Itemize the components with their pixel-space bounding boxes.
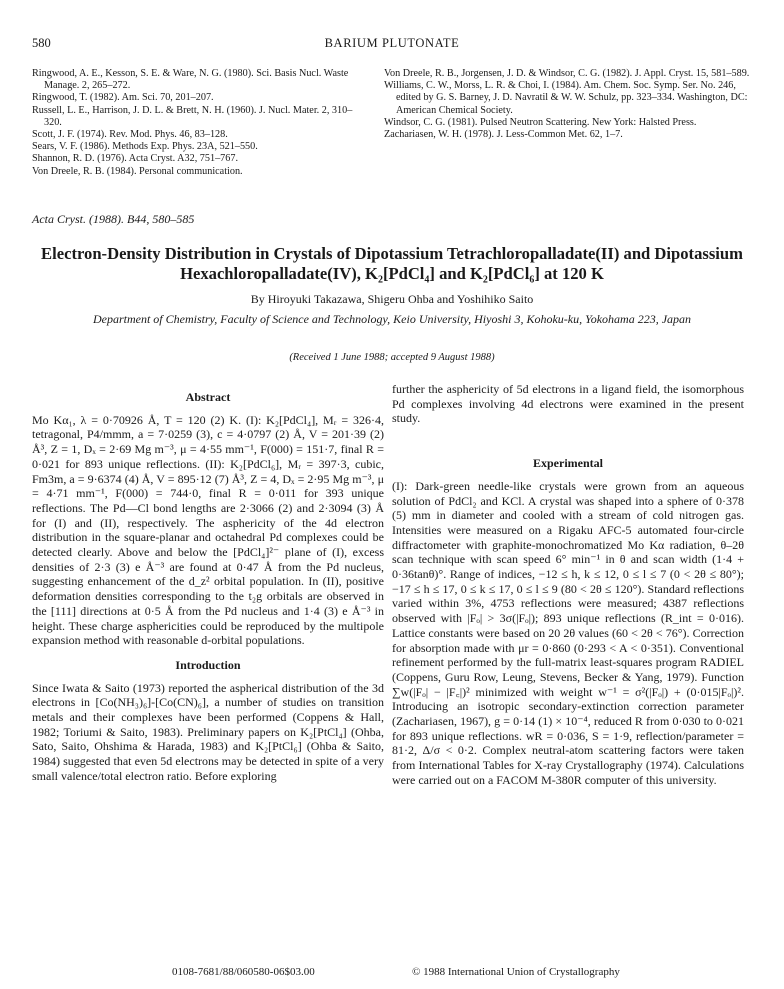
page-header [32,36,752,54]
issn-code: 0108-7681/88/060580-06$03.00 [172,966,315,978]
received-dates: (Received 1 June 1988; accepted 9 August 1988) [289,352,495,363]
reference-item: Von Dreele, R. B. (1984). Personal communication. [32,165,243,177]
experimental-heading: Experimental [533,456,603,471]
reference-item: Windsor, C. G. (1981). Pulsed Neutron Scattering. New York: Halsted Press. [384,116,697,128]
page-number: 580 [32,36,51,50]
paper-title: Electron-Density Distribution in Crystals of Dipotassium Tetrachloropalladate(II) and Dipotassium Hexachloropalladate(IV), K₂[PdCl₄] and K₂[PdCl₆] at 120 K [41,244,743,283]
copyright-notice: © 1988 International Union of Crystallography [412,966,620,978]
reference-item: Williams, C. W., Morss, L. R. & Choi, I. (1984). Am. Chem. Soc. Symp. Ser. No. 246, edited by G. S. Barney, J. D. Navratil & W. W. Schulz, pp. 323–334. Washington, DC: American Chemical Society. [384,80,748,116]
introduction-text: Since Iwata & Saito (1973) reported the aspherical distribution of the 3d electrons in [Co(NH₃)₆]-[Co(CN)₆], a number of studies on transition metals and their complexes have been performed (Coppens & Hall, 1982; Toriumi & Saito, 1983). Preliminary papers on K₂[PtCl₄] (Ohba, Sato, Saito, Ohshima & Harada, 1983) and K₂[PtCl₆] (Ohba & Saito, 1984) suggested that even 5d electrons may be detected in spite of a very small valence/total electron ratio. Before exploring [32,680,384,783]
introduction-heading: Introduction [175,657,241,672]
reference-item: Sears, V. F. (1986). Methods Exp. Phys. 23A, 521–550. [32,141,258,153]
introduction-continued: further the asphericity of 5d electrons in a ligand field, the isomorphous Pd complexes involving 4d electrons were examined in the present study. [392,382,744,426]
running-head: BARIUM PLUTONATE [324,36,460,50]
abstract-text: Mo Kα₁, λ = 0·70926 Å, T = 120 (2) K. (I): K₂[PdCl₄], Mᵣ = 326·4, tetragonal, P4/mmm, a = 7·0259 (3), c = 4·0797 (2) Å, V = 201·39 (2) Å³, Z = 1, Dₓ = 2·69 Mg m⁻³, μ = 4·55 mm⁻¹, F(000) = 151·7, final R = 0·021 for 893 unique reflections. (II): K₂[PdCl₆], Mᵣ = 397·3, cubic, Fm3m, a = 9·6374 (4) Å, V = 895·12 (7) Å³, Z = 4, Dₓ = 2·95 Mg m⁻³, μ = 4·71 mm⁻¹, F(000) = 744·0, final R = 0·011 for 393 unique reflections. The Pd—Cl bond lengths are 2·3066 (2) and 2·3094 (3) Å for (I) and (II), respectively. The asphericity of the 4d electron distribution in the square-planar and octahedral Pd complexes could be detected clearly. Above and below the [PdCl₄]²⁻ plane of (I), excess densities of 2·3 (3) e Å⁻³ are found at 0·47 Å from the Pd nucleus, suggesting enhancement of the d_z² orbital population. In (II), positive deformation densities corresponding to the t₂g orbitals are observed in the [111] directions at 0·5 Å from the Pd nucleus and 1·4 (3) e Å⁻³ in height. These charge asphericities could be reproduced by the multipole expansion method with reasonable d-orbital populations. [32,412,384,648]
reference-list [32,68,752,188]
reference-column-left [32,68,370,178]
right-column [392,382,744,788]
reference-item: Ringwood, T. (1982). Am. Sci. 70, 201–207. [32,92,214,104]
reference-item: Shannon, R. D. (1976). Acta Cryst. A32, 751–767. [32,153,239,165]
reference-item: Scott, J. F. (1974). Rev. Mod. Phys. 46, 83–128. [32,129,228,141]
reference-column-right [384,68,752,141]
reference-item: Ringwood, A. E., Kesson, S. E. & Ware, N. G. (1980). Sci. Basis Nucl. Waste Manage. 2, 265–272. [32,68,349,92]
author-line: By Hiroyuki Takazawa, Shigeru Ohba and Yoshihiko Saito [250,292,534,306]
left-column [32,382,384,784]
journal-citation: Acta Cryst. (1988). B44, 580–585 [32,212,195,226]
abstract-heading: Abstract [185,390,231,404]
reference-item: Russell, L. E., Harrison, J. D. L. & Brett, N. H. (1960). J. Nucl. Mater. 2, 310–320. [32,104,353,128]
reference-item: Zachariasen, W. H. (1978). J. Less-Common Met. 62, 1–7. [384,129,623,141]
affiliation: Department of Chemistry, Faculty of Science and Technology, Keio University, Hiyoshi 3, Kohoku-ku, Yokohama 223, Japan [92,312,692,326]
experimental-text: (I): Dark-green needle-like crystals were grown from an aqueous solution of PdCl₂ and KCl. A crystal was shaped into a sphere of 0·378 (5) mm in diameter and cooled with a stream of cold nitrogen gas. Intensities were measured on a Rigaku AFC-5 automated four-circle diffractometer with graphite-monochromatized Mo Kα radiation, θ–2θ scan technique with scan speed 6° min⁻¹ in θ and scan width (1·4 + 0·36tanθ)°. Range of indices, −12 ≤ h, k ≤ 12, 0 ≤ l ≤ 7 (0 < 2θ ≤ 80°); −17 ≤ h ≤ 17, 0 ≤ k ≤ 17, 0 ≤ l ≤ 9 (80 < 2θ ≤ 120°). Standard reflections varied within 3%, 4753 reflections were measured; 4387 reflections observed with |Fₒ| > 3σ(|Fₒ|); 893 unique reflections (R_int = 0·016). Lattice constants were based on 20 2θ values (60 < 2θ < 76°). Correction for absorption made with μr = 0·860 (0·293 < A < 0·351). Conventional refinement performed by the full-matrix least-squares program RADIEL (Coppens, Guru Row, Leung, Stevens, Becker & Yang, 1979). Function ∑w(|Fₒ| − |F꜀|)² minimized with weight w⁻¹ = σ²(|Fₒ|) + (0·015|Fₒ|)². Introducing an isotropic secondary-extinction correction parameter (Zachariasen, 1967), g = 0·14 (1) × 10⁻⁴, reduced R from 0·030 to 0·021 for 893 unique reflections. wR = 0·036, S = 1·9, reflection/parameter = 81·2, Δ/σ < 0·2. Complex neutral-atom scattering factors were taken from International Tables for X-ray Crystallography (1974). Calculations were carried out on a FACOM M-380R computer of this university. [392,478,744,787]
reference-item: Von Dreele, R. B., Jorgensen, J. D. & Windsor, C. G. (1982). J. Appl. Cryst. 15, 581–589. [384,68,750,79]
